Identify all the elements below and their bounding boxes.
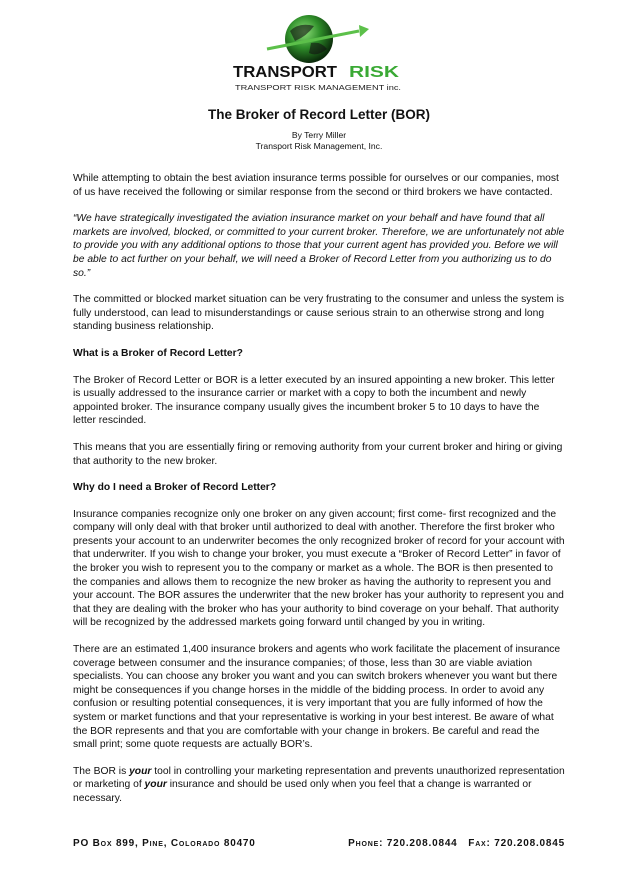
paragraph: There are an estimated 1,400 insurance brokers and agents who work facilitate the placement of insurance coverage between consumer and the insurance companies; of those, less than 30 are viable aviation specialists. You can choose any broker you want and you can switch brokers whenever you want but there might be consequences if you change horses in the middle of the bidding process. In order to avoid any confusion or resulting potential consequences, it is very important that you are fully informed of how the system or market functions and that your representative is working in your best interest. Be aware of what the BOR represents and that you are comfortable with your change in brokers. Be careful and read the small print; some quote requests are actually BOR’s. <box>73 644 561 751</box>
author: By Terry Miller <box>291 130 347 140</box>
emphasis: your <box>144 779 167 791</box>
footer <box>73 837 565 850</box>
author-company: Transport Risk Management, Inc. <box>255 141 383 151</box>
globe-logo-icon <box>229 12 409 94</box>
text: tool in controlling your marketing representation and prevents unauthorized representation or marketing of <box>73 765 565 791</box>
text: insurance and should be used only when you feel that a change is warranted or necessary. <box>73 779 532 804</box>
document-title: The Broker of Record Letter (BOR) <box>207 107 431 122</box>
section-heading: Why do I need a Broker of Record Letter? <box>73 482 277 494</box>
svg-text:TRANSPORT: TRANSPORT <box>233 64 338 81</box>
paragraph: This means that you are essentially firing or removing authority from your current broker and hiring or giving that authority to the new broker. <box>73 441 563 467</box>
svg-text:TRANSPORT RISK MANAGEMENT inc.: TRANSPORT RISK MANAGEMENT inc. <box>235 83 401 92</box>
paragraph: The Broker of Record Letter or BOR is a letter executed by an insured appointing a new broker. This letter is usually addressed to the insurance carrier or market with a copy to both the incumbent and newly appointed broker. The insurance company usually gives the incumbent broker 5 to 10 days to have the letter rescinded. <box>73 374 555 427</box>
emphasis: your <box>129 765 152 777</box>
paragraph <box>73 765 565 806</box>
company-logo <box>229 12 409 94</box>
footer-address: PO Box 899, Pine, Colorado 80470 <box>73 837 256 849</box>
byline <box>0 130 638 152</box>
paragraph: Insurance companies recognize only one broker on any given account; first come- first recognized and the company will only deal with that broker until authorized to deal with another. Therefore the first broker who presents your account to an underwriter becomes the only recognized broker of record for your account with that underwriter. If you wish to change your broker, you must execute a “Broker of Record Letter” in favor of the broker you wish to represent you to the company or market as a whole. The BOR is then presented to the companies and allows them to recognize the new broker as having the authority to represent you and your account. The BOR assures the underwriter that the new broker has your authority to represent you and that they are dealing with the broker who has your authority to bind coverage on your behalf. That authority will be recognized by the addressed markets going forward until changed by you in writing. <box>73 508 565 629</box>
quote-paragraph: “We have strategically investigated the aviation insurance market on your behalf and have found that all markets are involved, blocked, or committed to your current broker. Therefore, we are unfortunately not able to provide you with any additional options to those that your current agent has provided you. Before we will be able to act further on your behalf, we will need a Broker of Record Letter from you authorizing us to do so.” <box>73 213 565 279</box>
paragraph: While attempting to obtain the best aviation insurance terms possible for ourselves or our companies, most of us have received the following or similar response from the second or third brokers we have contacted. <box>73 173 559 198</box>
text: The BOR is <box>73 765 130 777</box>
footer-contact: Phone: 720.208.0844 Fax: 720.208.0845 <box>348 837 565 849</box>
paragraph: The committed or blocked market situation can be very frustrating to the consumer and unless the system is fully understood, can lead to misunderstandings or cause serious strain to an otherwise strong and long standing business relationship. <box>73 294 565 333</box>
svg-text:RISK: RISK <box>349 64 400 81</box>
section-heading: What is a Broker of Record Letter? <box>73 347 243 359</box>
document-body <box>73 172 565 819</box>
